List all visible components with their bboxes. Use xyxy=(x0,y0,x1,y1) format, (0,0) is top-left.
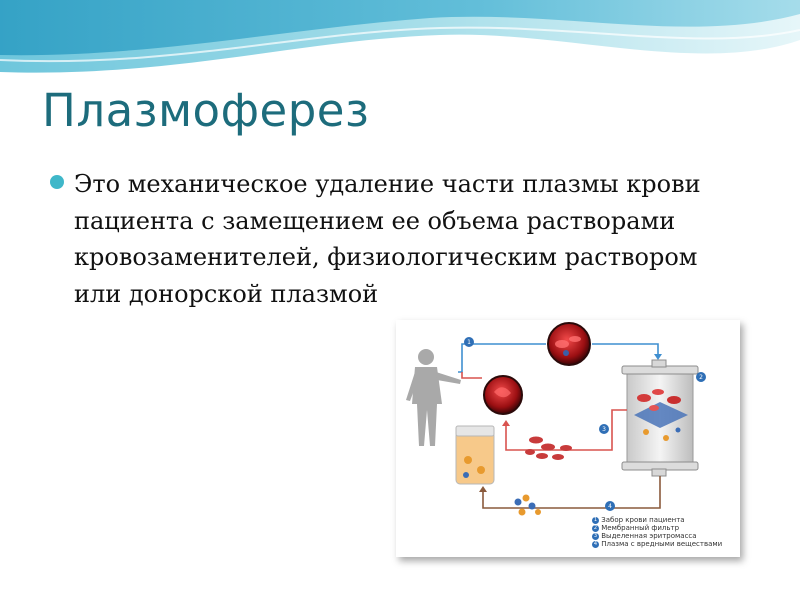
erythromass-icon xyxy=(525,437,572,461)
step-marker-1: 1 xyxy=(467,339,471,347)
plasma-bag-icon xyxy=(456,426,494,484)
bullet-dot xyxy=(50,175,64,189)
membrane-filter-icon xyxy=(622,360,698,476)
legend-item: 3 Выделенная эритромасса xyxy=(593,532,697,540)
legend-item: 1 Забор крови пациента xyxy=(593,516,685,524)
legend-item: 4 Плазма с вредными веществами xyxy=(593,540,723,548)
plasmapheresis-diagram xyxy=(396,320,740,557)
diagram-legend xyxy=(592,516,742,548)
slide-title: Плазмоферез xyxy=(42,84,370,137)
step-marker-4: 4 xyxy=(608,503,612,511)
legend-item: 2 Мембранный фильтр xyxy=(593,524,680,532)
patient-silhouette-icon xyxy=(406,349,461,446)
harmful-particles-icon xyxy=(515,495,542,516)
step-marker-2: 2 xyxy=(699,374,703,382)
bullet-text: Это механическое удаление части плазмы крови пациента с замещением ее объема растворами кровозаменителей, физиологическим раствором или донорской плазмой xyxy=(74,170,701,308)
step-marker-3: 3 xyxy=(602,426,606,434)
